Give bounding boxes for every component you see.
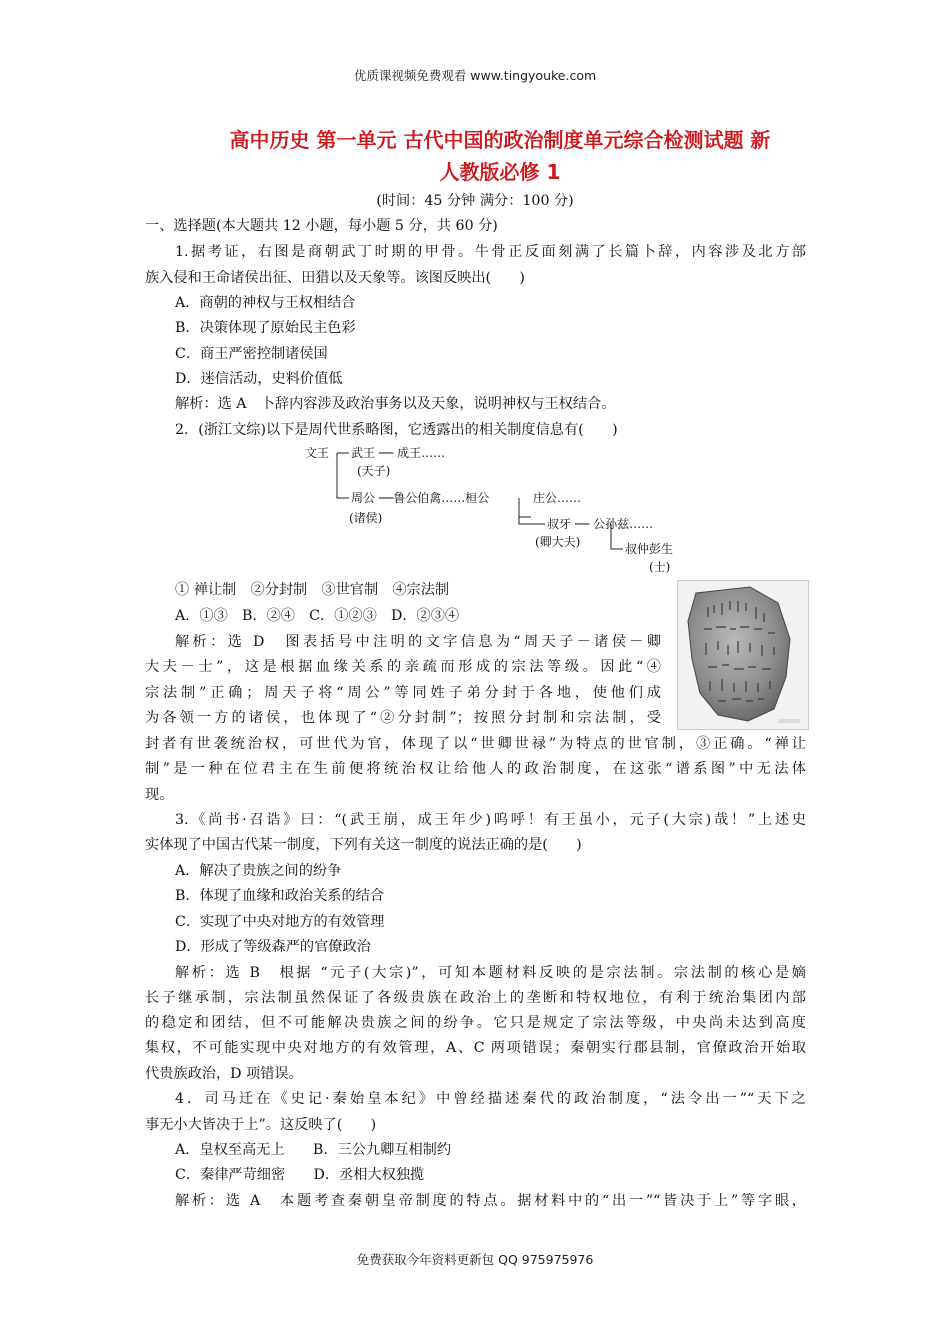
q1-analysis: 解析：选 A 卜辞内容涉及政治事务以及天象，说明神权与王权结合。 [175, 396, 616, 412]
q2-stem: 2．(浙江文综)以下是周代世系略图，它透露出的相关制度信息有( ) [175, 422, 618, 438]
q4-stem-line2: 事无小大皆决于上”。这反映了( ) [145, 1117, 377, 1133]
q4-options-ab: A．皇权至高无上 B．三公九卿互相制约 [175, 1142, 452, 1158]
q2-choices: ① 禅让制 ②分封制 ③世官制 ④宗法制 [175, 582, 450, 598]
q3-option-d: D．形成了等级森严的官僚政治 [175, 939, 371, 955]
q2-analysis-line4: 为各领一方的诸侯，也体现了“②分封制”；按照分封制和宗法制，受 [145, 710, 661, 726]
q4-stem-line1: 4．司马迁在《史记·秦始皇本纪》中曾经描述秦代的政治制度，“法令出一”“天下之 [175, 1091, 806, 1107]
q3-option-c: C．实现了中央对地方的有效管理 [175, 914, 385, 930]
node-wuwang: 武王 ── 成王…… [351, 446, 446, 460]
q1-option-b: B．决策体现了原始民主色彩 [175, 320, 356, 336]
q2-analysis-line6: 制”是一种在位君主在生前便将统治权让给他人的政治制度，在这张“谱系图”中无法体 [145, 761, 806, 777]
q4-analysis: 解析：选 A 本题考查秦朝皇帝制度的特点。据材料中的“出一”“皆决于上”等字眼， [175, 1193, 806, 1209]
label-tianzi: (天子) [357, 464, 391, 478]
q2-analysis-line1: 解析：选 D 图表括号中注明的文字信息为“周天子－诸侯－卿 [175, 634, 661, 650]
node-zhougong: 周公 ──鲁公伯禽……桓公 [351, 491, 490, 505]
q3-analysis-line2: 长子继承制，宗法制虽然保证了各级贵族在政治上的垄断和特权地位，有利于统治集团内部 [145, 990, 806, 1006]
q1-option-c: C．商王严密控制诸侯国 [175, 346, 328, 362]
oracle-bone-image [677, 580, 809, 730]
zhou-genealogy-diagram [305, 441, 705, 581]
q3-stem-line2: 实体现了中国古代某一制度，下列有关这一制度的说法正确的是( ) [145, 837, 582, 853]
q3-stem-line1: 3.《尚书·召诰》曰：“(武王崩，成王年少)呜呼！有王虽小，元子(大宗)哉！”上述史 [175, 812, 806, 828]
q2-options: A．①③ B．②④ C．①②③ D．②③④ [175, 608, 460, 624]
q3-analysis-line1: 解析：选 B 根据 “元子(大宗)”，可知本题材料反映的是宗法制。宗法制的核心是嫡 [175, 965, 806, 981]
node-zhuanggong: 庄公…… [533, 491, 582, 505]
q3-analysis-line5: 代贵族政治，D 项错误。 [145, 1066, 303, 1082]
node-shuzhong: 叔仲彭生 [625, 542, 674, 556]
label-shi: (士) [649, 560, 671, 574]
q2-analysis-line7: 现。 [145, 787, 174, 803]
label-zhuhou: (诸侯) [349, 511, 383, 525]
page-header: 优质课视频免费观看 www.tingyouke.com [353, 68, 597, 83]
page-footer: 免费获取今年资料更新包 QQ 975975976 [356, 1252, 594, 1267]
q2-analysis-line2: 大夫－士”，这是根据血缘关系的亲疏而形成的宗法等级。因此“④ [145, 659, 661, 675]
label-qingdafu: (卿大夫) [535, 535, 581, 549]
q3-analysis-line4: 集权，不可能实现中央对地方的有效管理，A、C 两项错误；秦朝实行郡县制，官僚政治开始取 [145, 1040, 806, 1056]
document-title-line2: 人教版必修 1 [439, 160, 561, 184]
q1-stem-line1: 1.据考证，右图是商朝武丁时期的甲骨。牛骨正反面刻满了长篇卜辞，内容涉及北方部 [175, 244, 806, 260]
q1-option-d: D．迷信活动，史料价值低 [175, 371, 343, 387]
q2-analysis-line3: 宗法制”正确；周天子将“周公”等同姓子弟分封于各地，使他们成 [145, 685, 661, 701]
exam-meta: (时间：45 分钟 满分：100 分) [376, 193, 574, 209]
q1-option-a: A．商朝的神权与王权相结合 [175, 295, 356, 311]
q3-option-b: B．体现了血缘和政治关系的结合 [175, 888, 385, 904]
q1-stem-line2: 族入侵和王命诸侯出征、田猎以及天象等。该图反映出( ) [145, 270, 525, 286]
section-heading: 一、选择题(本大题共 12 小题，每小题 5 分，共 60 分) [145, 218, 498, 234]
q4-options-cd: C．秦律严苛细密 D．丞相大权独揽 [175, 1167, 425, 1183]
q3-option-a: A．解决了贵族之间的纷争 [175, 863, 342, 879]
node-wenwang: 文王 [305, 446, 330, 460]
q2-analysis-line5: 封者有世袭统治权，可世代为官，体现了以“世卿世禄”为特点的世官制，③正确。“禅让 [145, 736, 806, 752]
document-title-line1: 高中历史 第一单元 古代中国的政治制度单元综合检测试题 新 [229, 128, 771, 152]
q3-analysis-line3: 的稳定和团结，但不可能解决贵族之间的纷争。它只是规定了宗法等级，中央尚未达到高度 [145, 1015, 806, 1031]
oracle-bone-illustration [678, 581, 808, 729]
node-shuya: 叔牙 ── 公孙兹…… [547, 517, 654, 531]
